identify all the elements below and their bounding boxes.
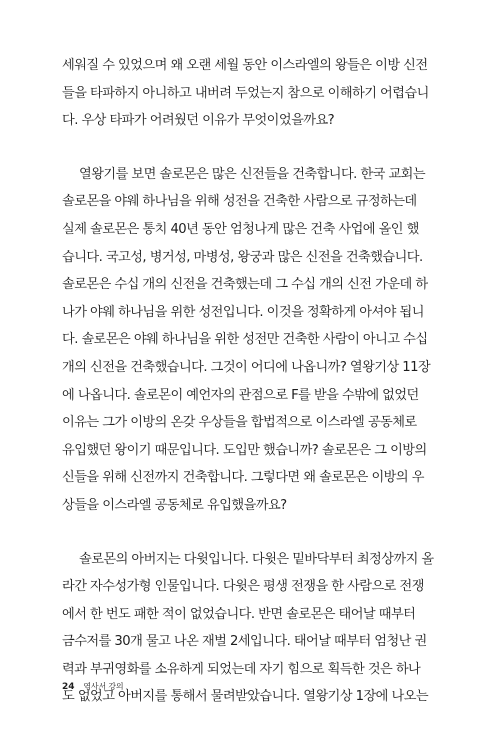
text-line: 에 나옵니다. 솔로몬이 예언자의 관점으로 F를 받을 수밖에 없었던 (62, 387, 419, 403)
text-line: 에서 한 번도 패한 적이 없었습니다. 반면 솔로몬은 태어날 때부터 (62, 606, 416, 622)
paragraph-gap (62, 520, 440, 546)
paragraph-gap (62, 135, 440, 161)
text-line: 나가 야웨 하나님을 위한 성전입니다. 이것을 정확하게 아셔야 됩니 (62, 304, 424, 320)
text-line: 실제 솔로몬은 통치 40년 동안 엄청나게 많은 건축 사업에 올인 했 (62, 221, 419, 237)
text-line: 이유는 그가 이방의 온갖 우상들을 합법적으로 이스라엘 공동체로 (62, 415, 417, 431)
page-number: 24 (62, 682, 75, 692)
text-line: 습니다. 국고성, 병거성, 마병성, 왕궁과 많은 신전을 건축했습니다. (62, 249, 423, 265)
book-title: 역사서 강의 (83, 682, 124, 691)
page-footer (62, 681, 123, 693)
text-line: 신들을 위해 신전까지 건축합니다. 그렇다면 왜 솔로몬은 이방의 우 (62, 470, 424, 486)
text-line: 세워질 수 있었으며 왜 오랜 세월 동안 이스라엘의 왕들은 이방 신전 (62, 58, 428, 73)
paragraph-2 (62, 161, 440, 520)
text-line: 라간 자수성가형 인물입니다. 다윗은 평생 전쟁을 한 사람으로 전쟁 (62, 579, 424, 595)
paragraph-1 (62, 52, 440, 135)
text-line: 유입했던 왕이기 때문입니다. 도입만 했습니까? 솔로몬은 그 이방의 (62, 442, 427, 458)
text-line: 열왕기를 보면 솔로몬은 많은 신전들을 건축합니다. 한국 교회는 (79, 166, 426, 182)
text-line: 솔로몬의 아버지는 다윗입니다. 다윗은 밑바닥부터 최정상까지 올 (79, 551, 434, 567)
text-line: 상들을 이스라엘 공동체로 유입했을까요? (62, 497, 287, 513)
text-line: 도 없었고 아버지를 통해서 물려받았습니다. 열왕기상 1장에 나오는 (62, 689, 429, 705)
text-line: 들을 타파하지 아니하고 내버려 두었는지 참으로 이해하기 어렵습니 (62, 85, 429, 101)
body-text (62, 52, 440, 711)
text-line: 금수저를 30개 물고 나온 재벌 2세입니다. 태어날 때부터 엄청난 권 (62, 634, 427, 650)
text-line: 력과 부귀영화를 소유하게 되었는데 자기 힘으로 획득한 것은 하나 (62, 661, 421, 677)
text-line: 솔로몬은 수십 개의 신전을 건축했는데 그 수십 개의 신전 가운데 하 (62, 277, 428, 293)
text-line: 다. 우상 타파가 어려웠던 이유가 무엇이었을까요? (62, 113, 335, 129)
text-line: 다. 솔로몬은 야웨 하나님을 위한 성전만 건축한 사람이 아니고 수십 (62, 332, 428, 348)
text-line: 개의 신전을 건축했습니다. 그것이 어디에 나옵니까? 열왕기상 11장 (62, 359, 431, 375)
text-line: 솔로몬을 야웨 하나님을 위해 성전을 건축한 사람으로 규정하는데 (62, 194, 417, 210)
